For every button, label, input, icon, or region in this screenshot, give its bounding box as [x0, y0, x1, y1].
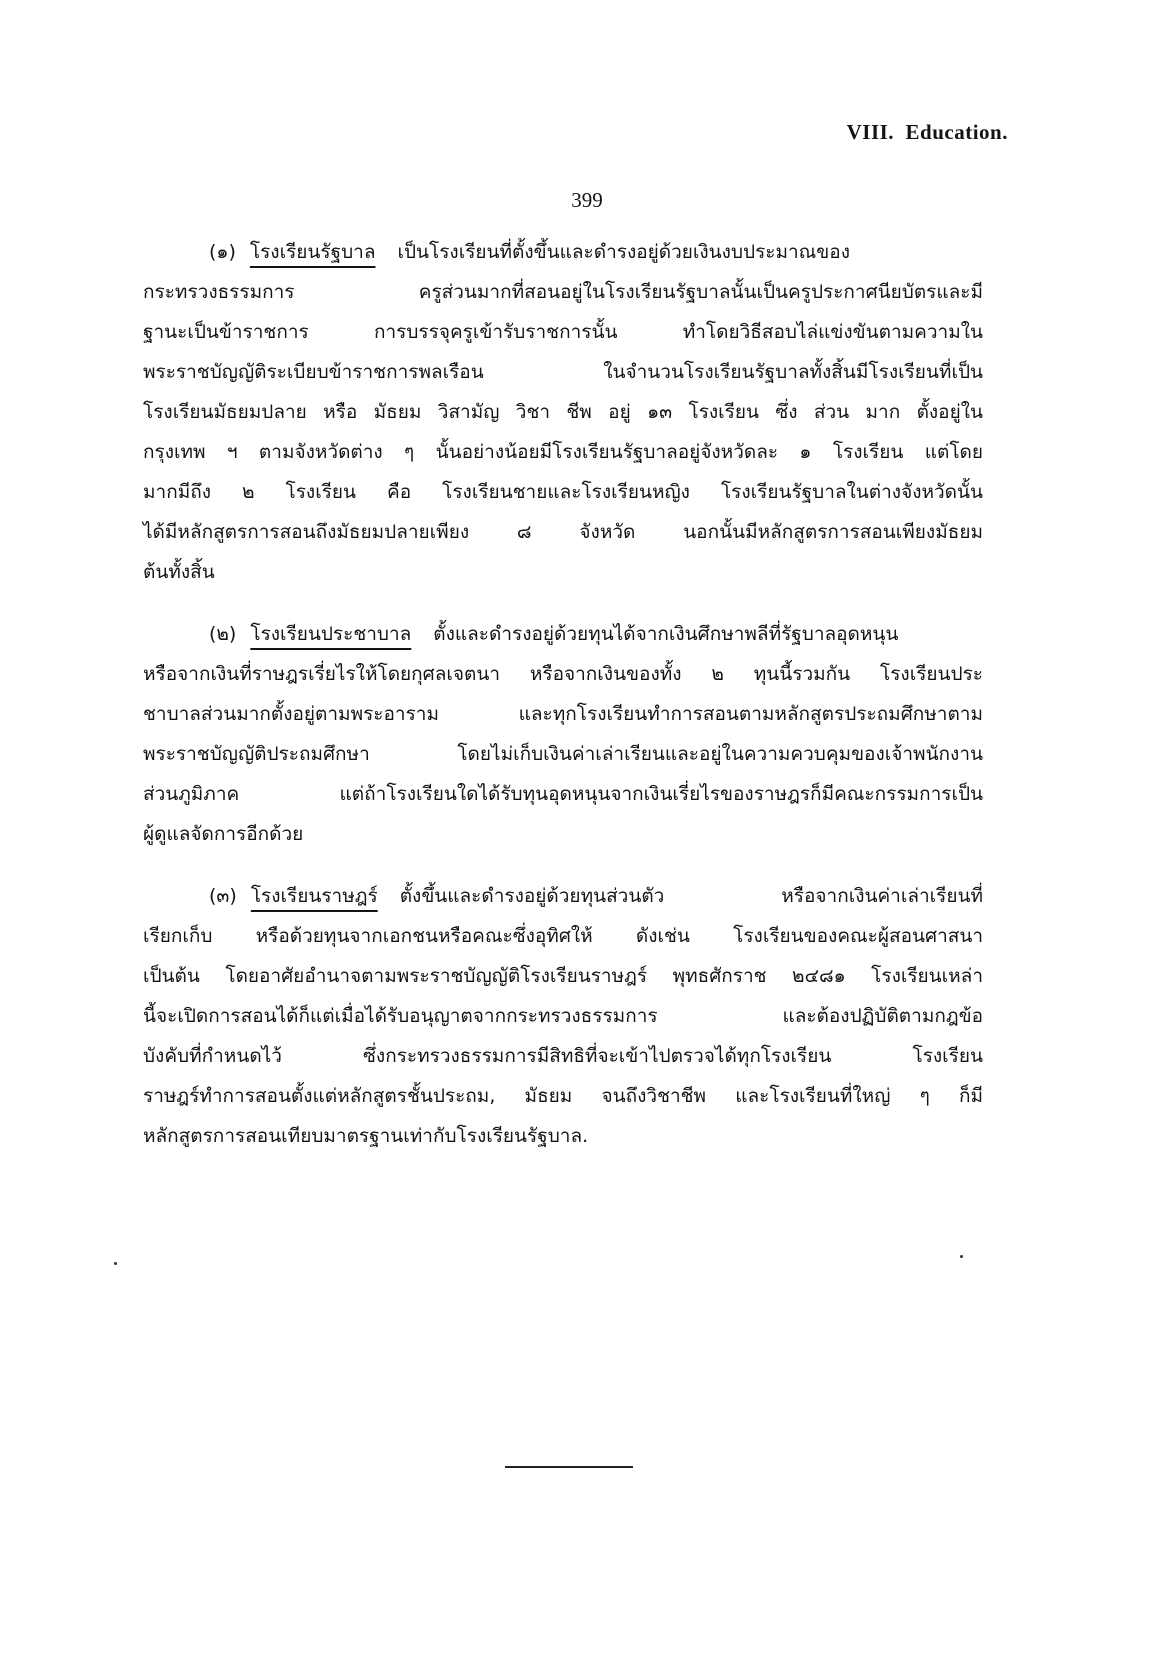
line-text: ตั้งขึ้นและดำรงอยู่ด้วยทุนส่วนตัว หรือจากเงินค่าเล่าเรียนที่ [399, 885, 983, 907]
scan-speck [114, 1262, 117, 1265]
paragraph-line: หรือจากเงินที่ราษฎรเรี่ยไรให้โดยกุศลเจตนา หรือจากเงินของทั้ง ๒ ทุนนี้รวมกัน โรงเรียนประ [143, 663, 983, 685]
section-header: VIII. Education. [846, 120, 1008, 144]
paragraph-line: กระทรวงธรรมการ ครูส่วนมากที่สอนอยู่ในโรงเรียนรัฐบาลนั้นเป็นครูประกาศนียบัตรและมี [143, 281, 983, 303]
paragraph-line: หลักสูตรการสอนเทียบมาตรฐานเท่ากับโรงเรียนรัฐบาล. [143, 1125, 589, 1147]
paragraph-line: ผู้ดูแลจัดการอีกด้วย [143, 823, 304, 845]
line-text: ตั้งและดำรงอยู่ด้วยทุนได้จากเงินศึกษาพลีที่รัฐบาลอุดหนุน [433, 623, 899, 645]
paragraph-number: (๑) [209, 241, 236, 263]
paragraph-line: ต้นทั้งสิ้น [143, 561, 215, 583]
paragraph-government-schools [143, 232, 983, 592]
paragraph-line: โรงเรียนมัธยมปลาย หรือ มัธยม วิสามัญ วิชา ชีพ อยู่ ๑๓ โรงเรียน ซึ่ง ส่วน มาก ตั้งอยู่ใน [143, 401, 983, 423]
scan-speck [960, 1255, 963, 1258]
paragraph-line: ส่วนภูมิภาค แต่ถ้าโรงเรียนใดได้รับทุนอุดหนุนจากเงินเรี่ยไรของราษฎรก็มีคณะกรรมการเป็น [143, 783, 983, 805]
paragraph-line: นี้จะเปิดการสอนได้ก็แต่เมื่อได้รับอนุญาตจากกระทรวงธรรมการ และต้องปฏิบัติตามกฎข้อ [143, 1005, 983, 1027]
paragraph-number: (๒) [209, 623, 237, 645]
paragraph-line: มากมีถึง ๒ โรงเรียน คือ โรงเรียนชายและโรงเรียนหญิง โรงเรียนรัฐบาลในต่างจังหวัดนั้น [143, 481, 983, 503]
paragraph-heading: โรงเรียนรัฐบาล [249, 241, 376, 263]
page-number: 399 [571, 188, 603, 212]
paragraph-line [143, 876, 983, 916]
line-text: เป็นโรงเรียนที่ตั้งขึ้นและดำรงอยู่ด้วยเงินงบประมาณของ [397, 241, 850, 263]
end-divider-line [505, 1466, 633, 1468]
paragraph-line: บังคับที่กำหนดไว้ ซึ่งกระทรวงธรรมการมีสิทธิที่จะเข้าไปตรวจได้ทุกโรงเรียน โรงเรียน [143, 1045, 983, 1067]
paragraph-number: (๓) [209, 885, 237, 907]
paragraph-private-schools [143, 876, 983, 1156]
paragraph-municipal-schools [143, 614, 983, 854]
paragraph-line: ชาบาลส่วนมากตั้งอยู่ตามพระอาราม และทุกโรงเรียนทำการสอนตามหลักสูตรประถมศึกษาตาม [143, 703, 983, 725]
paragraph-line: พระราชบัญญัติระเบียบข้าราชการพลเรือน ในจำนวนโรงเรียนรัฐบาลทั้งสิ้นมีโรงเรียนที่เป็น [143, 361, 983, 383]
paragraph-heading: โรงเรียนราษฎร์ [250, 885, 378, 907]
paragraph-line: ราษฎร์ทำการสอนตั้งแต่หลักสูตรชั้นประถม, มัธยม จนถึงวิชาชีพ และโรงเรียนที่ใหญ่ ๆ ก็มี [143, 1085, 983, 1107]
paragraph-line: ได้มีหลักสูตรการสอนถึงมัธยมปลายเพียง ๘ จังหวัด นอกนั้นมีหลักสูตรการสอนเพียงมัธยม [143, 521, 983, 543]
paragraph-line: เรียกเก็บ หรือด้วยทุนจากเอกชนหรือคณะซึ่งอุทิศให้ ดังเช่น โรงเรียนของคณะผู้สอนศาสนา [143, 925, 983, 947]
paragraph-line [143, 614, 983, 654]
paragraph-line: พระราชบัญญัติประถมศึกษา โดยไม่เก็บเงินค่าเล่าเรียนและอยู่ในความควบคุมของเจ้าพนักงาน [143, 743, 983, 765]
paragraph-line: กรุงเทพ ฯ ตามจังหวัดต่าง ๆ นั้นอย่างน้อยมีโรงเรียนรัฐบาลอยู่จังหวัดละ ๑ โรงเรียน แต่โดย [143, 441, 983, 463]
paragraph-line: ฐานะเป็นข้าราชการ การบรรจุครูเข้ารับราชการนั้น ทำโดยวิธีสอบไล่แข่งขันตามความใน [143, 321, 983, 343]
paragraph-line: เป็นต้น โดยอาศัยอำนาจตามพระราชบัญญัติโรงเรียนราษฎร์ พุทธศักราช ๒๔๘๑ โรงเรียนเหล่า [143, 965, 983, 987]
document-body [143, 232, 983, 1178]
paragraph-heading: โรงเรียนประชาบาล [250, 623, 412, 645]
paragraph-line [143, 232, 983, 272]
